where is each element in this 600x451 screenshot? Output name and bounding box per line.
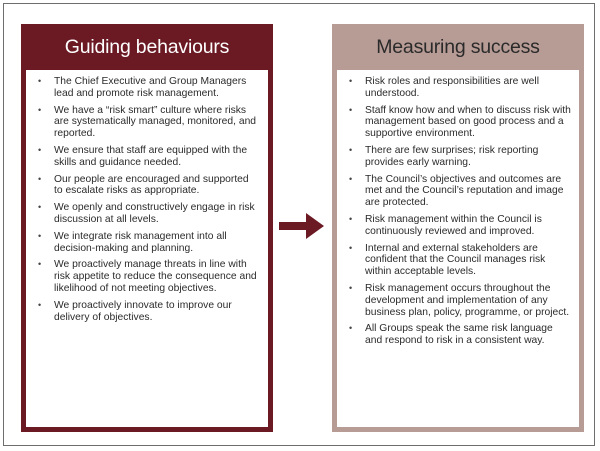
list-item: • We openly and constructively engage in risk discussion at all levels. (26, 202, 260, 226)
right-arrow-icon (279, 211, 325, 241)
list-item: • All Groups speak the same risk language and respond to risk in a consistent way. (337, 323, 571, 347)
list-item: • We ensure that staff are equipped with the skills and guidance needed. (26, 145, 260, 169)
guiding-behaviours-body (26, 70, 268, 427)
list-item: • Risk management occurs throughout the development and implementation of any business plan, policy, programme, or project. (337, 283, 571, 318)
list-item: • The Council’s objectives and outcomes are met and the Council’s reputation and image are protected. (337, 174, 571, 209)
list-item: • The Chief Executive and Group Managers lead and promote risk management. (26, 76, 260, 100)
list-item: • Risk roles and responsibilities are well understood. (337, 76, 571, 100)
list-item: • There are few surprises; risk reporting provides early warning. (337, 145, 571, 169)
guiding-behaviours-title: Guiding behaviours (64, 36, 230, 58)
list-item: • We integrate risk management into all decision-making and planning. (26, 231, 260, 255)
guiding-behaviours-list (26, 76, 260, 323)
measuring-success-body (337, 70, 579, 427)
list-item: • We have a “risk smart” culture where risks are systematically managed, monitored, and reported. (26, 105, 260, 140)
list-item: • Staff know how and when to discuss risk with management based on good process and a supportive environment. (337, 105, 571, 140)
measuring-success-panel (332, 24, 584, 432)
list-item: • Risk management within the Council is continuously reviewed and improved. (337, 214, 571, 238)
guiding-behaviours-panel (21, 24, 273, 432)
measuring-success-list (337, 76, 571, 347)
list-item: • We proactively innovate to improve our delivery of objectives. (26, 300, 260, 324)
diagram-frame (3, 3, 595, 446)
list-item: • Internal and external stakeholders are confident that the Council manages risk within acceptable levels. (337, 243, 571, 278)
list-item: • We proactively manage threats in line with risk appetite to reduce the consequence and likelihood of not meeting objectives. (26, 259, 260, 294)
measuring-success-title: Measuring success (376, 36, 540, 58)
list-item: • Our people are encouraged and supported to escalate risks as appropriate. (26, 174, 260, 198)
